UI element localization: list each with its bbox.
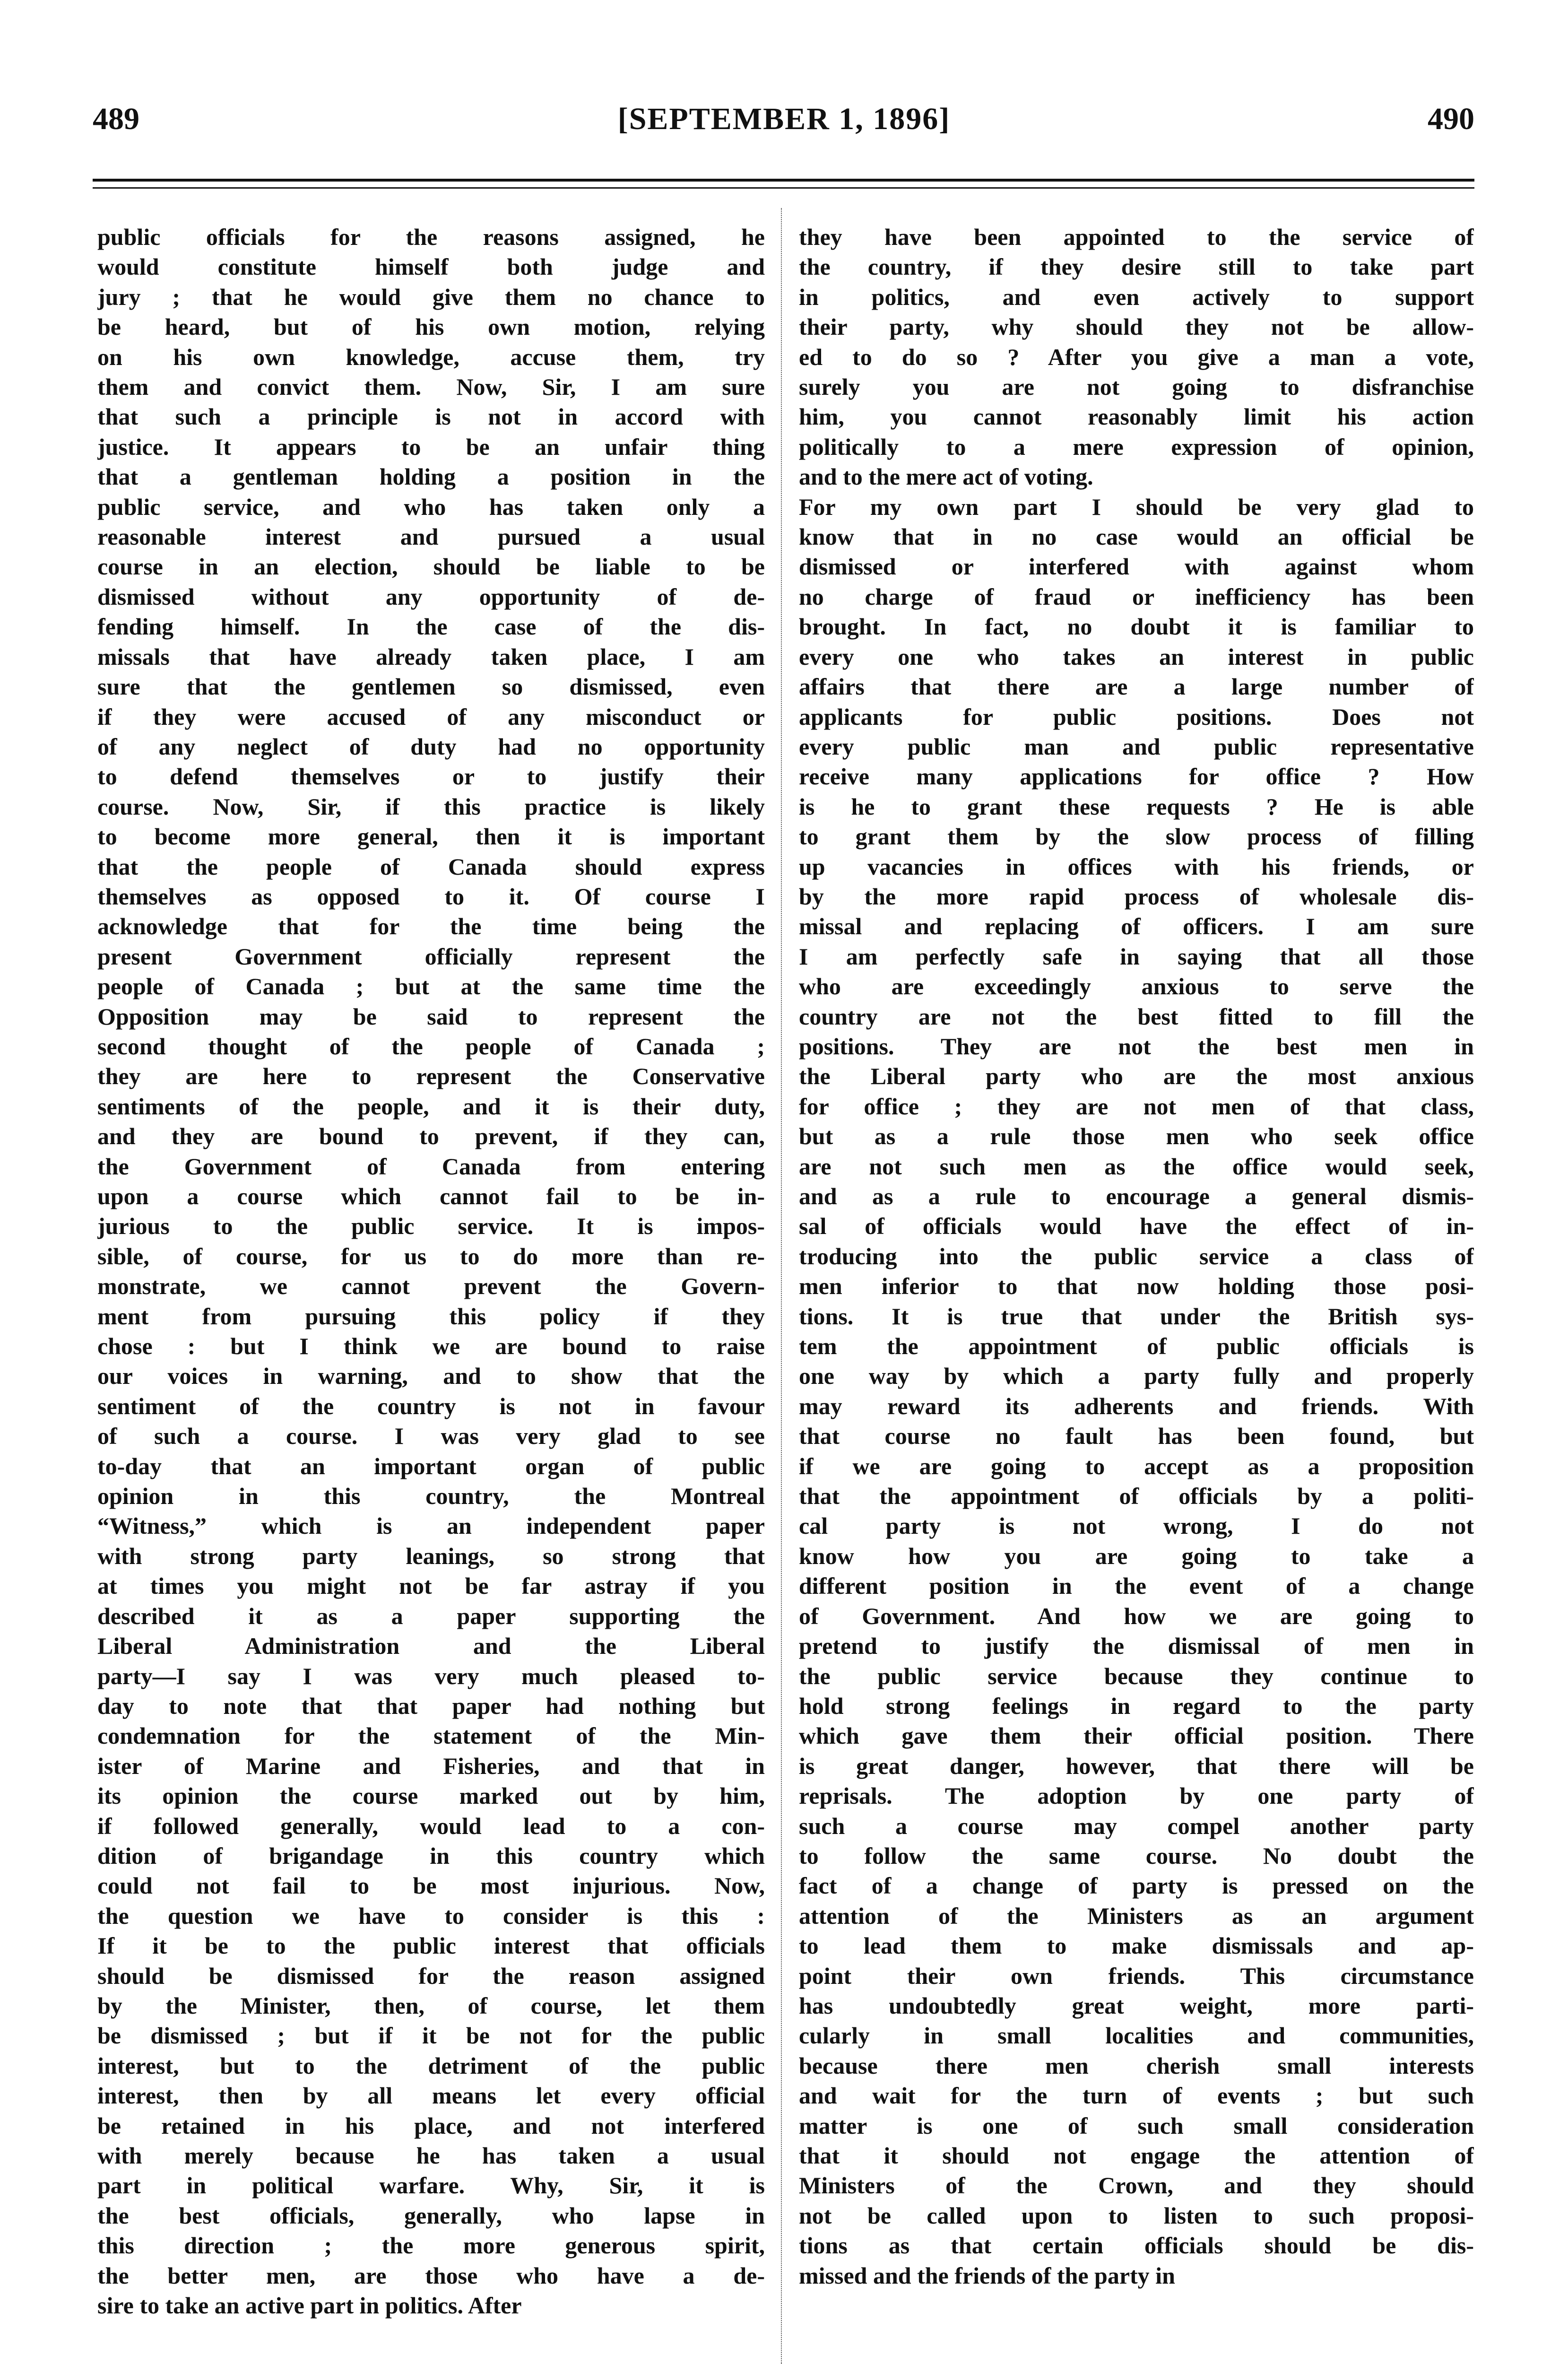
text-line: that it should not engage the attention of	[799, 2142, 1474, 2169]
text-line: one way by which a party fully and properly	[799, 1363, 1474, 1390]
text-line: them and convict them. Now, Sir, I am sure	[97, 374, 765, 400]
text-line: If it be to the public interest that officials	[97, 1932, 765, 1959]
text-line: point their own friends. This circumstance	[799, 1962, 1474, 1989]
header-rule-thin	[93, 187, 1474, 189]
text-line: by the more rapid process of wholesale dis-	[799, 883, 1474, 910]
text-line: know how you are going to take a	[799, 1542, 1474, 1569]
text-line: at times you might not be far astray if you	[97, 1573, 765, 1599]
text-line: be heard, but of his own motion, relying	[97, 313, 765, 340]
text-line: sure that the gentlemen so dismissed, even	[97, 673, 765, 700]
text-line: ed to do so ? After you give a man a vote,	[799, 343, 1474, 370]
text-line: Ministers of the Crown, and they should	[799, 2172, 1474, 2199]
text-line: to lead them to make dismissals and ap-	[799, 1932, 1474, 1959]
text-line: For my own part I should be very glad to	[799, 493, 1474, 520]
text-line: dismissed or interfered with against whom	[799, 553, 1474, 580]
page-number-right: 490	[1428, 102, 1474, 136]
text-line: positions. They are not the best men in	[799, 1033, 1474, 1060]
text-line: be retained in his place, and not interfered	[97, 2112, 765, 2139]
text-line: the question we have to consider is this :	[97, 1902, 765, 1929]
text-line: party—I say I was very much pleased to-	[97, 1662, 765, 1689]
text-line: interest, but to the detriment of the public	[97, 2052, 765, 2079]
text-line: ister of Marine and Fisheries, and that in	[97, 1752, 765, 1779]
text-line: condemnation for the statement of the Min-	[97, 1722, 765, 1749]
text-line: reasonable interest and pursued a usual	[97, 523, 765, 550]
text-line: in politics, and even actively to support	[799, 283, 1474, 310]
text-line: if we are going to accept as a proposition	[799, 1452, 1474, 1479]
text-line: jury ; that he would give them no chance to	[97, 283, 765, 310]
text-line: Opposition may be said to represent the	[97, 1003, 765, 1030]
text-line: dismissed without any opportunity of de-	[97, 583, 765, 610]
text-line: “Witness,” which is an independent paper	[97, 1512, 765, 1539]
text-line: day to note that that paper had nothing but	[97, 1692, 765, 1719]
text-line: course in an election, should be liable to be	[97, 553, 765, 580]
text-line: is great danger, however, that there will be	[799, 1752, 1474, 1779]
text-line: cal party is not wrong, I do not	[799, 1512, 1474, 1539]
text-line: part in political warfare. Why, Sir, it is	[97, 2172, 765, 2199]
text-line: to grant them by the slow process of filling	[799, 823, 1474, 850]
text-line: chose : but I think we are bound to raise	[97, 1333, 765, 1360]
text-line: by the Minister, then, of course, let them	[97, 1992, 765, 2019]
text-line: troducing into the public service a class of	[799, 1243, 1474, 1269]
text-line: attention of the Ministers as an argument	[799, 1902, 1474, 1929]
text-line: reprisals. The adoption by one party of	[799, 1782, 1474, 1809]
text-line: matter is one of such small consideration	[799, 2112, 1474, 2139]
text-line: that a gentleman holding a position in the	[97, 463, 765, 490]
text-line: of Government. And how we are going to	[799, 1602, 1474, 1629]
text-line: of any neglect of duty had no opportunity	[97, 733, 765, 760]
text-line: sentiments of the people, and it is their duty,	[97, 1093, 765, 1120]
text-line: different position in the event of a change	[799, 1573, 1474, 1599]
text-line: opinion in this country, the Montreal	[97, 1483, 765, 1510]
text-line: the Government of Canada from entering	[97, 1153, 765, 1180]
text-line: to-day that an important organ of public	[97, 1452, 765, 1479]
text-line: fact of a change of party is pressed on the	[799, 1872, 1474, 1899]
text-line: fending himself. In the case of the dis-	[97, 613, 765, 640]
text-line: the country, if they desire still to take part	[799, 253, 1474, 280]
text-line: ment from pursuing this policy if they	[97, 1303, 765, 1330]
text-line: the better men, are those who have a de-	[97, 2262, 765, 2289]
text-line: I am perfectly safe in saying that all those	[799, 943, 1474, 970]
text-line: pretend to justify the dismissal of men in	[799, 1633, 1474, 1660]
text-line: and to the mere act of voting.	[799, 463, 1093, 490]
text-line: they have been appointed to the service of	[799, 224, 1474, 250]
text-line: public service, and who has taken only a	[97, 493, 765, 520]
text-line: affairs that there are a large number of	[799, 673, 1474, 700]
text-line: acknowledge that for the time being the	[97, 913, 765, 940]
text-line: upon a course which cannot fail to be in-	[97, 1183, 765, 1209]
text-line: should be dismissed for the reason assigned	[97, 1962, 765, 1989]
text-line: every one who takes an interest in public	[799, 643, 1474, 670]
text-line: which gave them their official position. There	[799, 1722, 1474, 1749]
text-line: interest, then by all means let every official	[97, 2082, 765, 2109]
text-line: no charge of fraud or inefficiency has been	[799, 583, 1474, 610]
text-line: jurious to the public service. It is impos-	[97, 1213, 765, 1240]
text-line: but as a rule those men who seek office	[799, 1123, 1474, 1150]
text-line: country are not the best fitted to fill the	[799, 1003, 1474, 1030]
text-line: brought. In fact, no doubt it is familiar to	[799, 613, 1474, 640]
text-line: that the appointment of officials by a politi-	[799, 1483, 1474, 1510]
text-line: sentiment of the country is not in favour	[97, 1392, 765, 1419]
page-header	[0, 93, 1568, 145]
text-line: be dismissed ; but if it be not for the public	[97, 2022, 765, 2049]
text-line: Liberal Administration and the Liberal	[97, 1633, 765, 1660]
text-line: because there men cherish small interests	[799, 2052, 1474, 2079]
text-line: not be called upon to listen to such proposi-	[799, 2202, 1474, 2229]
text-line: this direction ; the more generous spirit,	[97, 2232, 765, 2259]
text-line: course. Now, Sir, if this practice is likely	[97, 793, 765, 820]
text-line: if they were accused of any misconduct or	[97, 703, 765, 730]
text-line: second thought of the people of Canada ;	[97, 1033, 765, 1060]
text-line: missed and the friends of the party in	[799, 2262, 1175, 2289]
text-line: such a course may compel another party	[799, 1812, 1474, 1839]
right-column	[799, 222, 1474, 2359]
text-line: applicants for public positions. Does not	[799, 703, 1474, 730]
text-line: the best officials, generally, who lapse in	[97, 2202, 765, 2229]
text-line: missals that have already taken place, I am	[97, 643, 765, 670]
text-line: its opinion the course marked out by him,	[97, 1782, 765, 1809]
text-line: that such a principle is not in accord with	[97, 403, 765, 430]
text-line: him, you cannot reasonably limit his action	[799, 403, 1474, 430]
text-line: receive many applications for office ? How	[799, 763, 1474, 790]
text-line: politically to a mere expression of opinion,	[799, 433, 1474, 460]
column-divider	[781, 208, 782, 2364]
text-line: and as a rule to encourage a general dismis-	[799, 1183, 1474, 1209]
text-line: justice. It appears to be an unfair thing	[97, 433, 765, 460]
text-line: for office ; they are not men of that class,	[799, 1093, 1474, 1120]
text-line: to become more general, then it is important	[97, 823, 765, 850]
text-line: tions. It is true that under the British sys-	[799, 1303, 1474, 1330]
text-line: present Government officially represent the	[97, 943, 765, 970]
page-number-left: 489	[93, 102, 139, 136]
text-line: up vacancies in offices with his friends, or	[799, 853, 1474, 880]
text-line: has undoubtedly great weight, more parti-	[799, 1992, 1474, 2019]
text-line: they are here to represent the Conservative	[97, 1063, 765, 1090]
text-line: public officials for the reasons assigned, he	[97, 224, 765, 250]
text-line: is he to grant these requests ? He is able	[799, 793, 1474, 820]
text-line: to defend themselves or to justify their	[97, 763, 765, 790]
text-line: on his own knowledge, accuse them, try	[97, 343, 765, 370]
text-line: monstrate, we cannot prevent the Govern-	[97, 1273, 765, 1300]
text-line: know that in no case would an official be	[799, 523, 1474, 550]
text-line: may reward its adherents and friends. With	[799, 1392, 1474, 1419]
text-line: would constitute himself both judge and	[97, 253, 765, 280]
text-line: themselves as opposed to it. Of course I	[97, 883, 765, 910]
text-line: every public man and public representative	[799, 733, 1474, 760]
text-line: with merely because he has taken a usual	[97, 2142, 765, 2169]
text-line: that the people of Canada should express	[97, 853, 765, 880]
left-column	[97, 222, 765, 2359]
text-line: if followed generally, would lead to a con-	[97, 1812, 765, 1839]
text-line: men inferior to that now holding those posi-	[799, 1273, 1474, 1300]
text-line: are not such men as the office would seek,	[799, 1153, 1474, 1180]
text-line: sible, of course, for us to do more than re-	[97, 1243, 765, 1269]
text-line: sire to take an active part in politics. After	[97, 2292, 522, 2319]
text-line: surely you are not going to disfranchise	[799, 374, 1474, 400]
text-line: and they are bound to prevent, if they can,	[97, 1123, 765, 1150]
text-line: cularly in small localities and communities,	[799, 2022, 1474, 2049]
text-line: who are exceedingly anxious to serve the	[799, 973, 1474, 1000]
text-line: of such a course. I was very glad to see	[97, 1423, 765, 1450]
text-line: could not fail to be most injurious. Now,	[97, 1872, 765, 1899]
text-line: that course no fault has been found, but	[799, 1423, 1474, 1450]
text-line: their party, why should they not be allow-	[799, 313, 1474, 340]
text-line: described it as a paper supporting the	[97, 1602, 765, 1629]
text-line: sal of officials would have the effect of in-	[799, 1213, 1474, 1240]
text-line: tem the appointment of public officials is	[799, 1333, 1474, 1360]
text-line: the public service because they continue to	[799, 1662, 1474, 1689]
text-line: with strong party leanings, so strong that	[97, 1542, 765, 1569]
text-line: missal and replacing of officers. I am sure	[799, 913, 1474, 940]
text-line: the Liberal party who are the most anxious	[799, 1063, 1474, 1090]
header-rule	[93, 179, 1474, 182]
text-line: people of Canada ; but at the same time the	[97, 973, 765, 1000]
text-line: tions as that certain officials should be dis-	[799, 2232, 1474, 2259]
text-line: dition of brigandage in this country which	[97, 1842, 765, 1869]
text-line: our voices in warning, and to show that the	[97, 1363, 765, 1390]
text-line: hold strong feelings in regard to the party	[799, 1692, 1474, 1719]
page-date: [SEPTEMBER 1, 1896]	[617, 102, 951, 136]
text-line: and wait for the turn of events ; but such	[799, 2082, 1474, 2109]
text-line: to follow the same course. No doubt the	[799, 1842, 1474, 1869]
